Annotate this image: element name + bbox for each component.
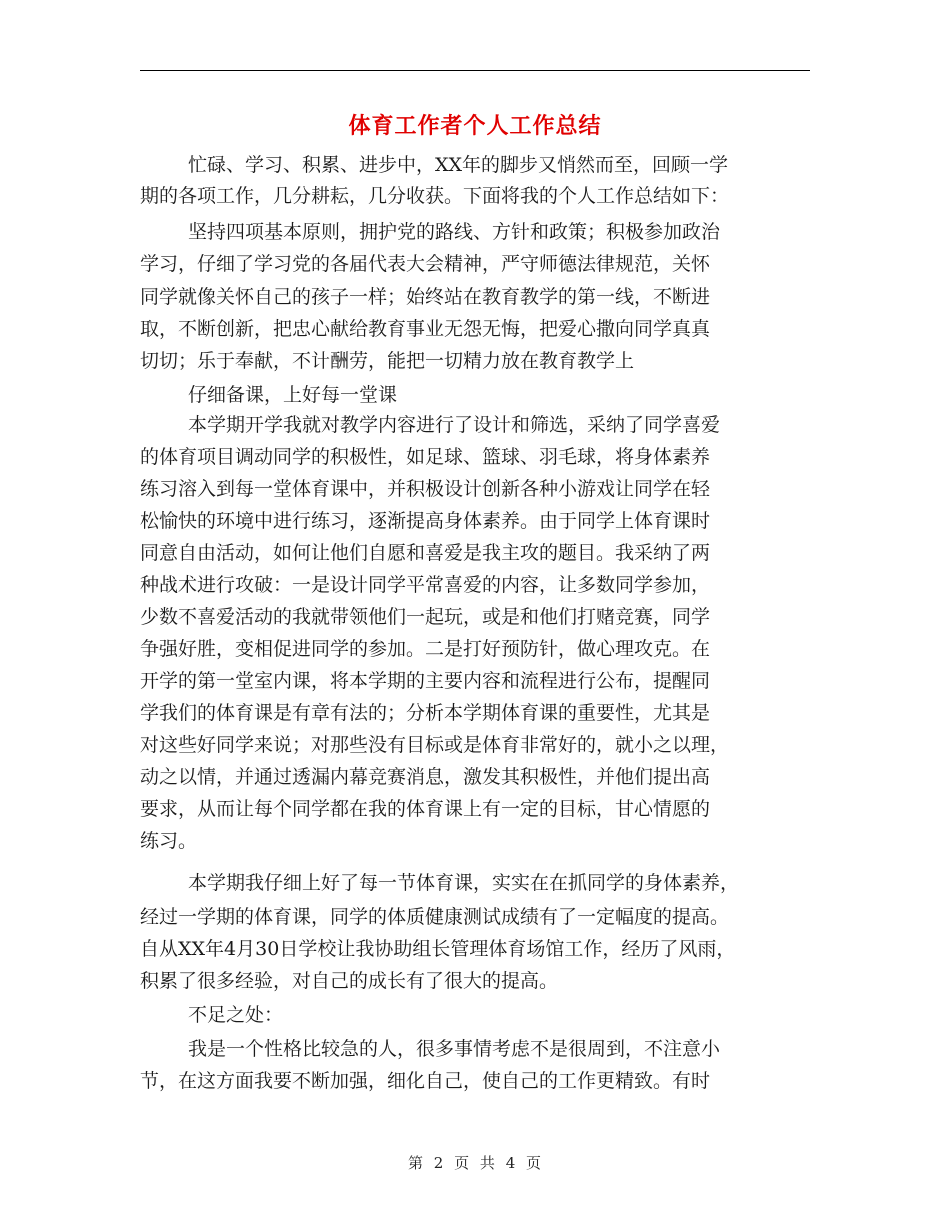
body-line: 学我们的体育课是有章有法的；分析本学期体育课的重要性，尤其是 — [140, 702, 711, 724]
footer-total-word: 共 — [479, 1154, 496, 1172]
body-line: 不足之处： — [188, 1004, 284, 1026]
body-line: 仔细备课，上好每一堂课 — [188, 384, 398, 406]
body-line: 学习，仔细了学习党的各届代表大会精神，严守师德法律规范，关怀 — [140, 253, 711, 275]
footer-page-word: 页 — [454, 1154, 471, 1172]
body-line: 取，不断创新，把忠心献给教育事业无怨无悔，把爱心撒向同学真真 — [140, 318, 711, 340]
body-line: 本学期我仔细上好了每一节体育课，实实在在抓同学的身体素养， — [188, 872, 740, 894]
footer-total-pages: 4 — [505, 1154, 517, 1172]
body-line: 我是一个性格比较急的人，很多事情考虑不是很周到，不注意小 — [188, 1038, 721, 1060]
body-line: 忙碌、学习、积累、进步中，XX年的脚步又悄然而至，回顾一学 — [188, 154, 729, 176]
body-line: 的体育项目调动同学的积极性，如足球、篮球、羽毛球，将身体素养 — [140, 446, 711, 468]
body-line: 松愉快的环境中进行练习，逐渐提高身体素养。由于同学上体育课时 — [140, 510, 711, 532]
body-line: 种战术进行攻破：一是设计同学平常喜爱的内容，让多数同学参加， — [140, 574, 711, 596]
body-line: 同意自由活动，如何让他们自愿和喜爱是我主攻的题目。我采纳了两 — [140, 542, 711, 564]
header-rule — [140, 70, 810, 71]
body-line: 动之以情，并通过透漏内幕竞赛消息，激发其积极性，并他们提出高 — [140, 766, 711, 788]
body-line: 开学的第一堂室内课，将本学期的主要内容和流程进行公布，提醒同 — [140, 670, 711, 692]
body-line: 积累了很多经验，对自己的成长有了很大的提高。 — [140, 970, 559, 992]
body-line: 期的各项工作，几分耕耘，几分收获。下面将我的个人工作总结如下： — [140, 185, 730, 207]
page-footer — [0, 1152, 950, 1173]
document-title: 体育工作者个人工作总结 — [348, 113, 602, 139]
body-line: 坚持四项基本原则，拥护党的路线、方针和政策；积极参加政治 — [188, 221, 721, 243]
body-line: 经过一学期的体育课，同学的体质健康测试成绩有了一定幅度的提高。 — [140, 906, 730, 928]
body-line: 对这些好同学来说；对那些没有目标或是体育非常好的，就小之以理， — [140, 734, 730, 756]
footer-current-page: 2 — [433, 1154, 445, 1172]
body-line: 少数不喜爱活动的我就带领他们一起玩，或是和他们打赌竞赛，同学 — [140, 606, 711, 628]
body-line: 练习溶入到每一堂体育课中，并积极设计创新各种小游戏让同学在轻 — [140, 478, 711, 500]
body-line: 切切；乐于奉献，不计酬劳，能把一切精力放在教育教学上 — [140, 350, 635, 372]
body-line: 要求，从而让每个同学都在我的体育课上有一定的目标，甘心情愿的 — [140, 798, 711, 820]
body-line: 本学期开学我就对教学内容进行了设计和筛选，采纳了同学喜爱 — [188, 414, 721, 436]
body-line: 节，在这方面我要不断加强，细化自己，使自己的工作更精致。有时 — [140, 1070, 711, 1092]
body-line: 自从XX年4月30日学校让我协助组长管理体育场馆工作，经历了风雨， — [140, 938, 736, 960]
body-line: 争强好胜，变相促进同学的参加。二是打好预防针，做心理攻克。在 — [140, 638, 711, 660]
body-line: 同学就像关怀自己的孩子一样；始终站在教育教学的第一线，不断进 — [140, 286, 711, 308]
body-line: 练习。 — [140, 830, 198, 852]
footer-suffix: 页 — [526, 1154, 543, 1172]
footer-prefix: 第 — [407, 1154, 424, 1172]
